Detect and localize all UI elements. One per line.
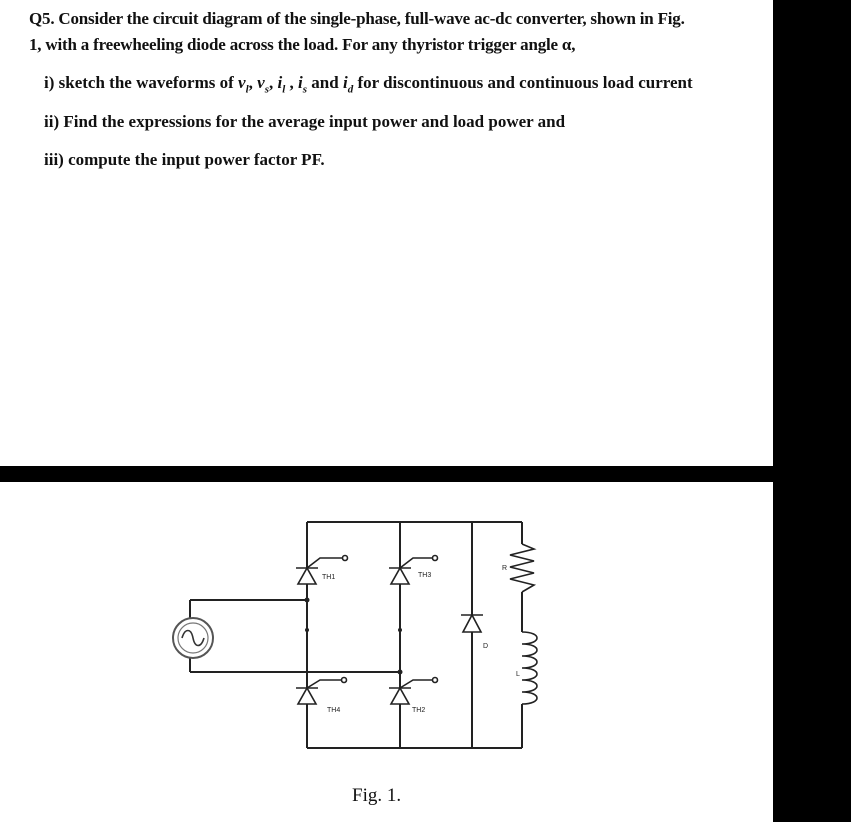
figure-caption: Fig. 1. [352,785,402,806]
resistor-icon [510,544,534,592]
inductor-label: L [516,671,520,678]
symbol-il: $i_l$ [277,73,286,96]
symbol-vs: $v_s$ [257,73,269,96]
symbol-id: $i_d$ [342,73,354,96]
sub-question-1-suffix: for discontinuous and continuous load current [353,73,693,92]
sub-question-1 [44,73,693,95]
th3-label: TH3 [418,572,432,579]
sub-question-1-prefix: i) sketch the waveforms of [44,73,239,92]
th4-label: TH4 [327,707,341,714]
symbol-vl: $v_l$ [238,73,249,96]
question-line-2: 1, with a freewheeling diode across the load. For any thyristor trigger angle α, [29,35,576,54]
separator: , [248,73,258,92]
figure-panel [0,482,773,822]
sub-question-3: iii) compute the input power factor PF. [44,150,325,169]
resistor-label: R [502,565,508,572]
diode-label: D [483,643,489,650]
symbol-is: $i_s$ [298,73,308,96]
circuit-diagram [0,482,773,822]
th2-label: TH2 [412,707,426,714]
thyristor-th2-icon [389,678,438,705]
sub-question-2: ii) Find the expressions for the average input power and load power and [44,112,566,131]
separator: , [285,73,299,92]
th1-label: TH1 [322,574,336,581]
thyristor-th4-icon [296,678,347,705]
freewheeling-diode-icon [461,615,483,632]
separator: , [268,73,278,92]
conjunction: and [307,73,343,92]
question-line-1: Q5. Consider the circuit diagram of the single-phase, full-wave ac-dc converter, shown in Fig. [29,9,685,28]
inductor-icon [522,632,537,704]
thyristor-th3-icon [389,556,438,585]
ac-source-icon [173,618,213,658]
